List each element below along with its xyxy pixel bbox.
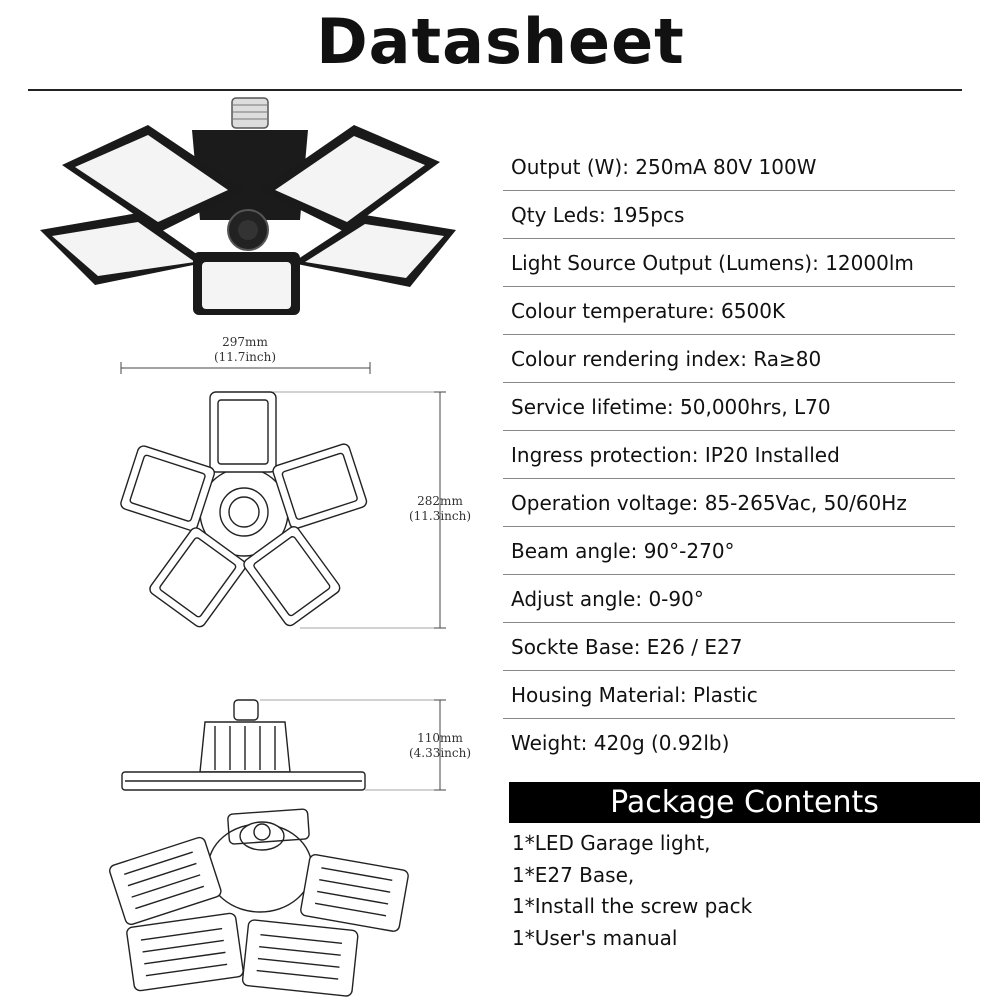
width-inch: (11.7inch) bbox=[213, 350, 277, 364]
page-title: Datasheet bbox=[316, 5, 685, 78]
package-item: 1*Install the screw pack bbox=[512, 894, 753, 918]
width-mm: 297mm bbox=[222, 335, 268, 349]
spec-row: Colour rendering index: Ra≥80 bbox=[503, 336, 955, 383]
height-mm: 282mm bbox=[417, 494, 463, 508]
depth-inch: (4.33inch) bbox=[408, 746, 472, 760]
front-view-drawing bbox=[119, 362, 446, 629]
package-item: 1*LED Garage light, bbox=[512, 831, 711, 855]
spec-row: Colour temperature: 6500K bbox=[503, 288, 955, 335]
package-item: 1*E27 Base, bbox=[512, 862, 635, 887]
spec-row: Output (W): 250mA 80V 100W bbox=[503, 144, 955, 191]
height-inch: (11.3inch) bbox=[408, 509, 472, 523]
package-item: 1*User's manual bbox=[512, 925, 678, 950]
spec-row: Light Source Output (Lumens): 12000lm bbox=[503, 240, 955, 287]
package-contents-heading: Package Contents bbox=[509, 782, 980, 823]
depth-mm: 110mm bbox=[417, 731, 463, 745]
spec-row: Operation voltage: 85-265Vac, 50/60Hz bbox=[503, 480, 955, 527]
spec-row: Beam angle: 90°-270° bbox=[503, 528, 955, 575]
spec-row: Service lifetime: 50,000hrs, L70 bbox=[503, 384, 955, 431]
spec-row: Adjust angle: 0-90° bbox=[503, 576, 955, 623]
spec-row: Sockte Base: E26 / E27 bbox=[503, 624, 955, 671]
spec-row: Weight: 420g (0.92lb) bbox=[511, 731, 730, 755]
spec-row: Housing Material: Plastic bbox=[503, 672, 955, 719]
product-photo bbox=[40, 98, 456, 315]
perspective-drawing bbox=[108, 809, 409, 997]
spec-row: Qty Leds: 195pcs bbox=[503, 192, 955, 239]
side-view-drawing bbox=[122, 700, 446, 790]
spec-row: Ingress protection: IP20 Installed bbox=[503, 432, 955, 479]
